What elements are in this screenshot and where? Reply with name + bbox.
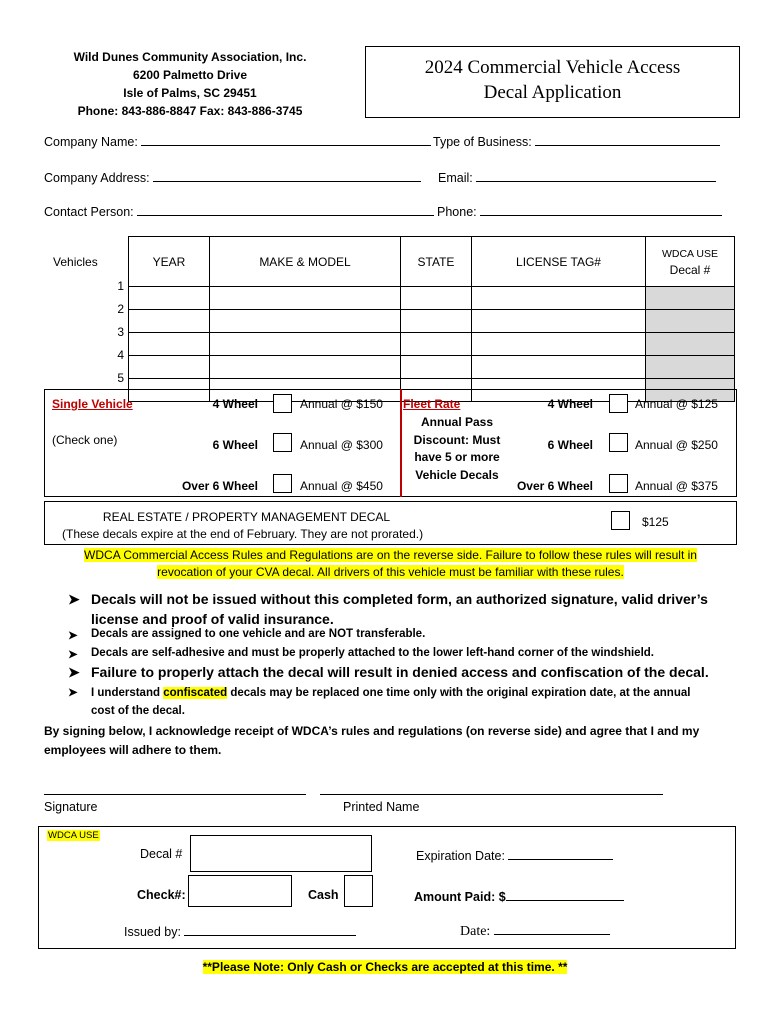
arrow-bullet-icon: ➤ (68, 630, 78, 642)
org-address-2: Isle of Palms, SC 29451 (123, 86, 257, 100)
issued-by-line[interactable] (184, 923, 356, 936)
amount-paid-line[interactable] (506, 888, 624, 901)
single-6-wheel-label: 6 Wheel (212, 438, 258, 452)
bullet-text: license and proof of valid insurance. (91, 611, 334, 627)
org-name: Wild Dunes Community Association, Inc. (73, 50, 307, 64)
single-4-wheel-checkbox[interactable] (273, 394, 292, 413)
printed-name-line[interactable] (320, 782, 663, 795)
license-tag-cell[interactable] (472, 356, 646, 379)
real-estate-checkbox[interactable] (611, 511, 630, 530)
year-cell[interactable] (129, 310, 210, 333)
real-estate-title: REAL ESTATE / PROPERTY MANAGEMENT DECAL (102, 510, 391, 524)
company-address-label: Company Address: (44, 171, 150, 185)
check-number-input[interactable] (188, 875, 292, 907)
header-year: YEAR (129, 237, 210, 287)
type-of-business-label: Type of Business: (433, 135, 532, 149)
cash-label: Cash (308, 888, 339, 902)
arrow-bullet-icon: ➤ (68, 591, 80, 607)
real-estate-note: (These decals expire at the end of February. They are not prorated.) (62, 527, 424, 541)
phone-field[interactable] (437, 203, 722, 219)
vehicles-label: Vehicles (53, 255, 98, 269)
contact-person-field[interactable] (44, 203, 434, 219)
make-model-cell[interactable] (210, 356, 401, 379)
fleet-4-wheel-checkbox[interactable] (609, 394, 628, 413)
row-number: 4 (117, 348, 124, 362)
form-title-box (365, 46, 740, 118)
org-phone: Phone: 843-886-8847 Fax: 843-886-3745 (77, 104, 303, 118)
make-model-cell[interactable] (210, 310, 401, 333)
header-state: STATE (401, 237, 472, 287)
email-field[interactable] (438, 169, 716, 185)
printed-name-label: Printed Name (343, 800, 420, 814)
fleet-note-line: Vehicle Decals (415, 467, 499, 482)
decal-cell (646, 287, 735, 310)
contact-person-label: Contact Person: (44, 205, 134, 219)
confiscated-highlight: confiscated (163, 687, 228, 699)
row-number: 1 (117, 279, 124, 293)
bullet-text: Decals will not be issued without this completed form, an authorized signature, valid driver’s (91, 591, 708, 607)
fleet-6-wheel-label: 6 Wheel (547, 438, 593, 452)
single-vehicle-title: Single Vehicle (52, 397, 133, 411)
phone-line[interactable] (480, 203, 722, 216)
year-cell[interactable] (129, 287, 210, 310)
company-name-field[interactable] (44, 133, 431, 149)
row-number: 5 (117, 371, 124, 385)
header-decal-number: Decal # (669, 262, 711, 277)
vehicle-table-header (129, 237, 735, 287)
header-wdca-use: WDCA USE (661, 247, 718, 260)
email-label: Email: (438, 171, 473, 185)
decal-cell (646, 356, 735, 379)
rules-notice (44, 547, 737, 581)
make-model-cell[interactable] (210, 333, 401, 356)
organization-block (50, 48, 330, 120)
license-tag-cell[interactable] (472, 287, 646, 310)
signature-label: Signature (44, 800, 98, 814)
single-over-6-wheel-label: Over 6 Wheel (181, 479, 258, 493)
rules-notice-line-2: revocation of your CVA decal. All drivers of this vehicle must be familiar with these rules. (157, 565, 624, 579)
row-number: 3 (117, 325, 124, 339)
bullet-text: I understand confiscated decals may be replaced one time only with the original expiration date, at the annual (91, 687, 691, 699)
single-6-wheel-checkbox[interactable] (273, 433, 292, 452)
check-number-label: Check#: (137, 888, 186, 902)
company-address-line[interactable] (153, 169, 421, 182)
date-line[interactable] (494, 922, 610, 935)
acknowledgement (44, 722, 734, 760)
org-address-1: 6200 Palmetto Drive (132, 68, 248, 82)
footer-note (0, 960, 770, 974)
state-cell[interactable] (401, 356, 472, 379)
bullet-text: Decals are assigned to one vehicle and are NOT transferable. (91, 628, 426, 640)
company-name-line[interactable] (141, 133, 431, 146)
decal-number-label: Decal # (140, 847, 183, 861)
table-row (129, 333, 735, 356)
year-cell[interactable] (129, 356, 210, 379)
license-tag-cell[interactable] (472, 310, 646, 333)
arrow-bullet-icon: ➤ (68, 687, 78, 699)
state-cell[interactable] (401, 287, 472, 310)
bullet-text: Failure to properly attach the decal will result in denied access and confiscation of the decal. (91, 664, 709, 680)
make-model-cell[interactable] (210, 287, 401, 310)
fleet-4-wheel-price: Annual @ $125 (635, 397, 718, 411)
type-of-business-field[interactable] (433, 133, 720, 149)
header-make-model: MAKE & MODEL (210, 237, 401, 287)
type-of-business-line[interactable] (535, 133, 720, 146)
bullet-text: Decals are self-adhesive and must be properly attached to the lower left-hand corner of the windshield. (91, 647, 654, 659)
table-row (129, 310, 735, 333)
bullet-item (68, 589, 736, 629)
email-line[interactable] (476, 169, 716, 182)
form-title-line-1: 2024 Commercial Vehicle Access (424, 57, 681, 78)
fleet-over-6-wheel-price: Annual @ $375 (635, 479, 718, 493)
rules-notice-line-1: WDCA Commercial Access Rules and Regulations are on the reverse side. Failure to follow these rules will result in (84, 548, 697, 562)
signature-line[interactable] (44, 782, 306, 795)
single-4-wheel-label: 4 Wheel (212, 397, 258, 411)
fleet-note-line: Annual Pass (420, 415, 494, 429)
payment-note: **Please Note: Only Cash or Checks are accepted at this time. ** (202, 960, 568, 974)
wdca-use-tag: WDCA USE (48, 830, 99, 841)
expiration-date-label: Expiration Date: (416, 847, 613, 863)
fleet-rate-title: Fleet Rate (403, 397, 461, 411)
fleet-note-line: have 5 or more (414, 450, 500, 464)
decal-cell (646, 333, 735, 356)
fleet-note-line: Discount: Must (413, 432, 501, 447)
date-label: Date: (460, 922, 610, 940)
row-number: 2 (117, 302, 124, 316)
company-name-label: Company Name: (44, 135, 138, 149)
check-one-note: (Check one) (52, 433, 118, 447)
acknowledgement-line-2: employees will adhere to them. (44, 743, 222, 757)
fleet-over-6-wheel-label: Over 6 Wheel (516, 479, 593, 493)
table-row (129, 356, 735, 379)
decal-cell (646, 310, 735, 333)
arrow-bullet-icon: ➤ (68, 664, 80, 680)
phone-label: Phone: (437, 205, 477, 219)
real-estate-price: $125 (642, 515, 669, 529)
vehicle-table (128, 236, 735, 402)
decal-number-input[interactable] (190, 835, 372, 872)
single-over-6-wheel-checkbox[interactable] (273, 474, 292, 493)
fleet-6-wheel-price: Annual @ $250 (635, 438, 718, 452)
form-title-line-2: Decal Application (483, 82, 622, 103)
fleet-4-wheel-label: 4 Wheel (547, 397, 593, 411)
state-cell[interactable] (401, 310, 472, 333)
single-4-wheel-price: Annual @ $150 (300, 397, 383, 411)
acknowledgement-line-1: By signing below, I acknowledge receipt of WDCA’s rules and regulations (on reverse side) and agree that I and my (44, 724, 700, 738)
cash-checkbox[interactable] (344, 875, 373, 907)
fleet-over-6-wheel-checkbox[interactable] (609, 474, 628, 493)
company-address-field[interactable] (44, 169, 421, 185)
fleet-6-wheel-checkbox[interactable] (609, 433, 628, 452)
license-tag-cell[interactable] (472, 333, 646, 356)
contact-person-line[interactable] (137, 203, 434, 216)
header-wdca-decal (646, 237, 735, 287)
year-cell[interactable] (129, 333, 210, 356)
header-license-tag: LICENSE TAG# (472, 237, 646, 287)
arrow-bullet-icon: ➤ (68, 649, 78, 661)
issued-by-label: Issued by: (124, 923, 356, 939)
amount-paid-label: Amount Paid: $ (414, 888, 624, 904)
table-row (129, 287, 735, 310)
bullet-text: cost of the decal. (91, 705, 185, 717)
expiration-date-line[interactable] (508, 847, 613, 860)
single-6-wheel-price: Annual @ $300 (300, 438, 383, 452)
single-over-6-wheel-price: Annual @ $450 (300, 479, 383, 493)
state-cell[interactable] (401, 333, 472, 356)
